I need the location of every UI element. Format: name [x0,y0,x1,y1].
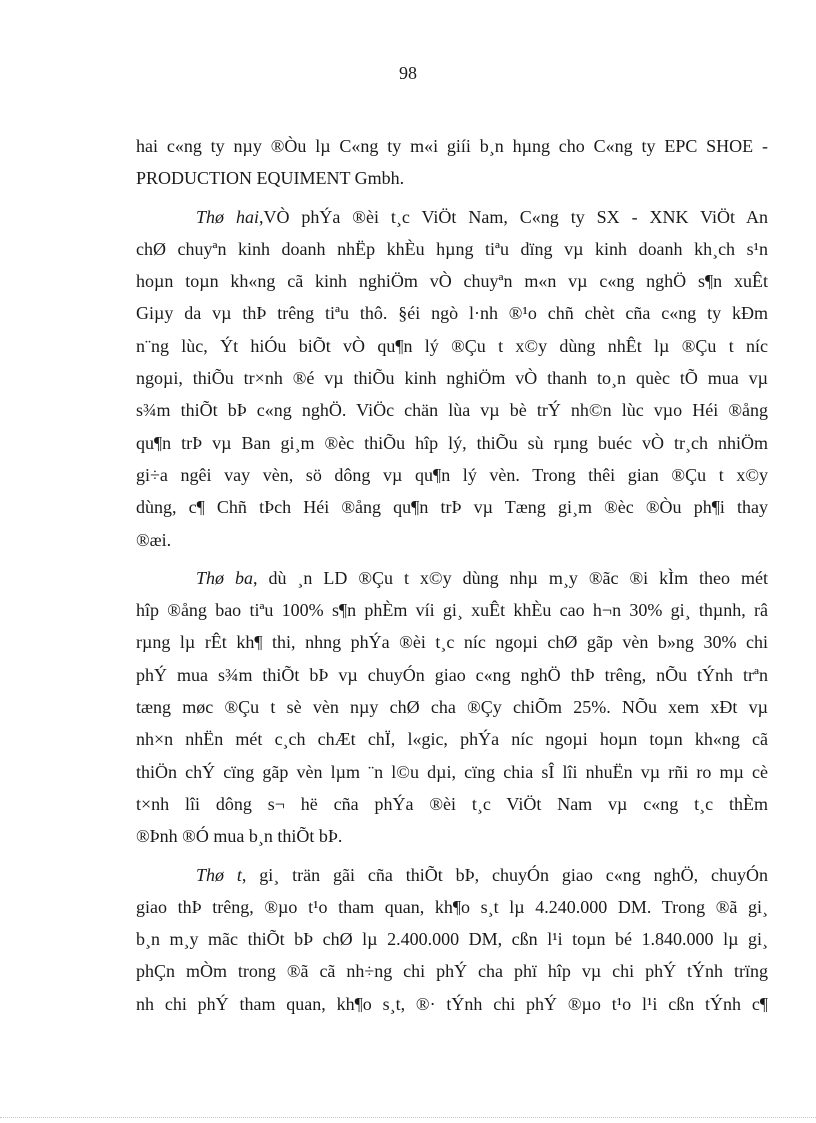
ordinal-phrase: Thø t [196,864,242,885]
paragraph [136,201,768,556]
text-line: Thø ba, dù ¸n LD ®Çu t x©y dùng nhµ m¸y ®ãc ®i kÌm theo mét [196,567,768,588]
text-line: chØ chuyªn kinh doanh nhËp khÈu hµng tiªu dïng vµ kinh doanh kh¸ch s¹n [136,238,768,259]
text-line: hai c«ng ty nµy ®Òu lµ C«ng ty m«i giíi b¸n hµng cho C«ng ty EPC SHOE - [136,136,768,156]
text-line: tæng møc ®Çu t sè vèn nµy chØ cha ®Çy chiÕm 25%. NÕu xem xÐt vµ [136,697,768,718]
text-line: t×nh lîi dông s¬ hë cña phÝa ®èi t¸c ViÖt Nam vµ c«ng t¸c thÈm [136,793,768,814]
text-line: nh×n nhËn mét c¸ch chÆt chÏ, l«gic, phÝa níc ngoµi hoµn toµn kh«ng cã [136,729,768,750]
text-line: Thø hai,VÒ phÝa ®èi t¸c ViÖt Nam, C«ng ty SX - XNK ViÖt An [196,206,769,227]
text-line: phÇn mÒm trong ®ã cã nh÷ng chi phÝ cha phï hîp vµ chi phÝ tÝnh trïng [136,961,768,982]
ordinal-phrase: Thø ba [196,567,253,588]
text-line: s¾m thiÕt bÞ c«ng nghÖ. ViÖc chän lùa vµ bè trÝ nh©n lùc vµo Héi ®ång [136,400,768,421]
paragraph [136,859,768,1020]
text-line: PRODUCTION EQUIMENT Gmbh. [136,168,405,189]
text-line: gi÷a ngêi vay vèn, sö dông vµ qu¶n lý vèn. Trong thêi gian ®Çu t x©y [136,464,768,485]
paragraph [136,130,768,195]
text-line: ngoµi, thiÕu tr×nh ®é vµ thiÕu kinh nghiÖm vÒ thanh to¸n quèc tÕ mua vµ [136,368,768,389]
page-bottom-divider [0,1117,816,1118]
text-line: hoµn toµn kh«ng cã kinh nghiÖm vÒ chuyªn m«n vµ c«ng nghÖ s¶n xuÊt [136,271,768,292]
text-line: n¨ng lùc, Ýt hiÓu biÕt vÒ qu¶n lý ®Çu t x©y dùng nhÊt lµ ®Çu t níc [136,335,768,356]
text-line: nh chi phÝ tham quan, kh¶o s¸t, ®· tÝnh chi phÝ ®µo t¹o l¹i cßn tÝnh c¶ [136,993,768,1014]
text-line: rµng lµ rÊt kh¶ thi, nhng phÝa ®èi t¸c níc ngoµi chØ gãp vèn b»ng 30% chi [136,632,768,653]
paragraph [136,562,768,853]
text-line: phÝ mua s¾m thiÕt bÞ vµ chuyÓn giao c«ng nghÖ thÞ trêng, nÕu tÝnh trªn [136,664,768,685]
text-line: ®æi. [136,529,172,550]
text-line: Thø t, gi¸ trän gãi cña thiÕt bÞ, chuyÓn giao c«ng nghÖ, chuyÓn [196,864,769,885]
document-body [136,130,768,1026]
text-line: ®Þnh ®Ó mua b¸n thiÕt bÞ. [136,826,343,847]
text-line: b¸n m¸y mãc thiÕt bÞ chØ lµ 2.400.000 DM, cßn l¹i toµn bé 1.840.000 lµ gi¸ [136,929,768,950]
text-line: dùng, c¶ Chñ tÞch Héi ®ång qu¶n trÞ vµ Tæng gi¸m ®èc ®Òu ph¶i thay [136,497,768,518]
page-number: 98 [399,63,417,83]
text-line: giao thÞ trêng, ®µo t¹o tham quan, kh¶o s¸t lµ 4.240.000 DM. Trong ®ã gi¸ [136,896,768,917]
text-line: Giµy da vµ thÞ trêng tiªu thô. §éi ngò l·nh ®¹o chñ chèt cña c«ng ty kÐm [136,303,768,324]
text-line: hîp ®ång bao tiªu 100% s¶n phÈm víi gi¸ xuÊt khÈu cao h¬n 30% gi¸ thµnh, râ [136,600,768,621]
text-line: qu¶n trÞ vµ Ban gi¸m ®èc thiÕu hîp lý, thiÕu sù rµng buéc vÒ tr¸ch nhiÖm [136,432,768,453]
ordinal-phrase: Thø hai [196,206,259,227]
text-line: thiÖn chÝ cïng gãp vèn lµm ¨n l©u dµi, cïng chia sÎ lîi nhuËn vµ rñi ro mµ cè [136,761,768,782]
